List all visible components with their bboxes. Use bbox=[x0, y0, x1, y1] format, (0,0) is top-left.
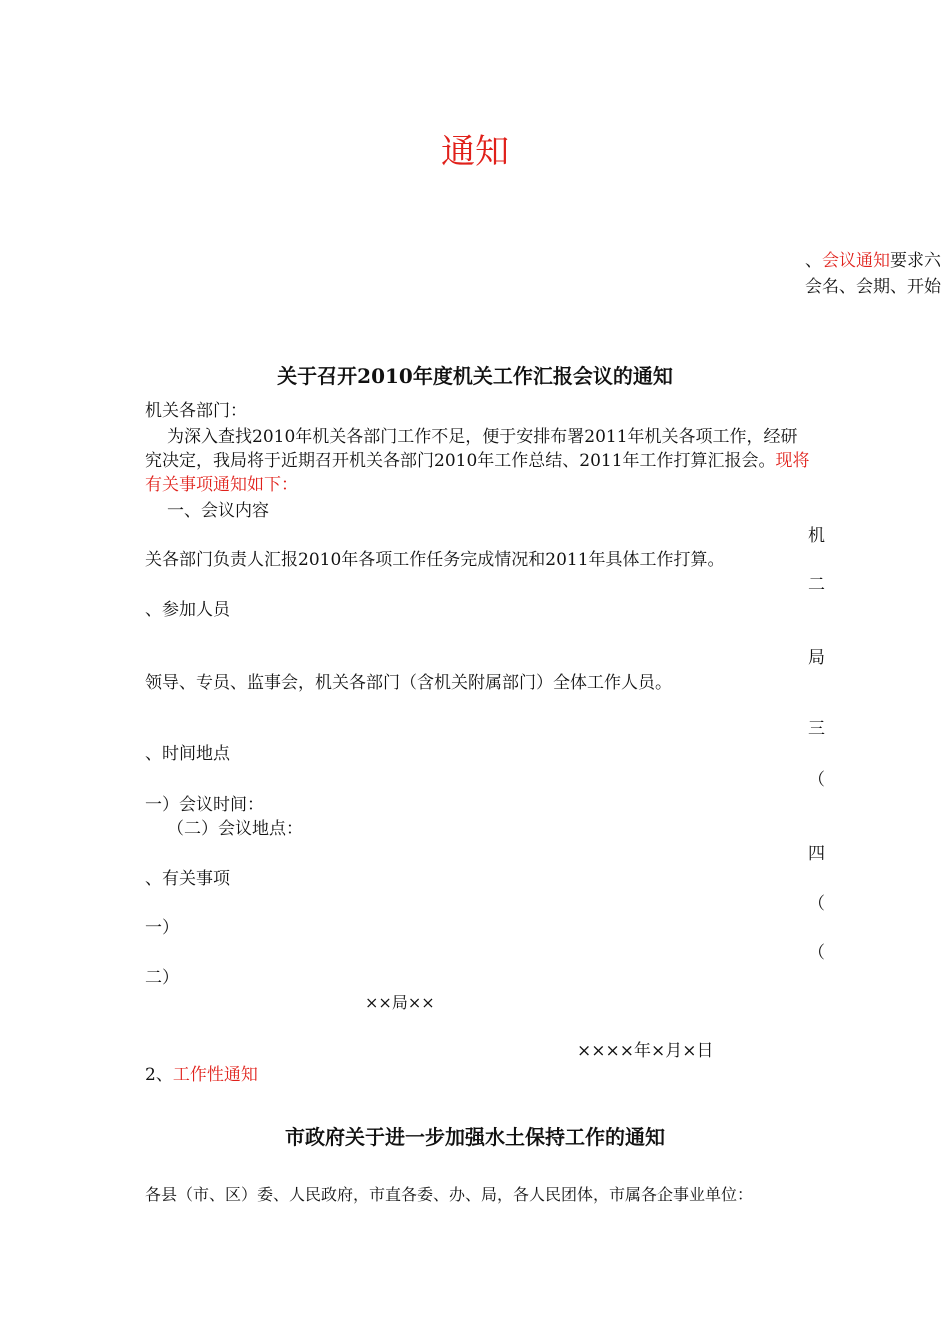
sec4-item-1: 一） bbox=[145, 918, 179, 938]
section2-label-line bbox=[145, 1067, 258, 1084]
sec2-margin-char-2: 局 bbox=[808, 648, 825, 668]
notice1-salutation: 机关各部门： bbox=[145, 401, 247, 421]
sec2-title: 、参加人员 bbox=[145, 600, 230, 620]
notice2-salutation: 各县（市、区）委、人民政府，市直各委、办、局，各人民团体，市属各企事业单位： bbox=[145, 1185, 754, 1204]
date: ××××年×月×日 bbox=[577, 1041, 714, 1061]
sec1-margin-char: 机 bbox=[808, 526, 825, 546]
notice1-body-red: 现将有关事项通知如下： bbox=[145, 451, 810, 495]
sec3-margin-char-2: （ bbox=[808, 770, 825, 790]
sec1-title: 一、会议内容 bbox=[167, 501, 269, 521]
sec3-item-1: 一）会议时间： bbox=[145, 795, 264, 815]
notice2-heading: 市政府关于进一步加强水土保持工作的通知 bbox=[285, 1125, 665, 1149]
sec1-text: 关各部门负责人汇报2010年各项工作任务完成情况和2011年具体工作打算。 bbox=[145, 550, 725, 570]
section2-label: 工作性通知 bbox=[172, 1065, 258, 1085]
section2-prefix: 2、 bbox=[145, 1065, 173, 1085]
notice1-body-text: 为深入查找2010年机关各部门工作不足，便于安排布署2011年机关各项工作，经研究决定，我局将于近期召开机关各部门2010年工作总结、2011年工作打算汇报会。 bbox=[145, 427, 798, 471]
document-title: 通知 bbox=[441, 132, 509, 172]
sec4-margin-char: 四 bbox=[808, 844, 825, 864]
signature: ××局×× bbox=[365, 993, 435, 1012]
side-note-suffix: 要求六 bbox=[890, 251, 941, 271]
notice1-heading: 关于召开2010年度机关工作汇报会议的通知 bbox=[277, 364, 673, 388]
side-note-red-text: 会议通知 bbox=[822, 251, 890, 271]
side-note-prefix: 、 bbox=[805, 251, 822, 271]
sec2-text: 领导、专员、监事会，机关各部门（含机关附属部门）全体工作人员。 bbox=[145, 673, 672, 693]
sec4-margin-char-3: （ bbox=[808, 943, 825, 963]
sec4-title: 、有关事项 bbox=[145, 869, 230, 889]
side-note-line-2: 会名、会期、开始 bbox=[805, 277, 941, 297]
side-note-line-1 bbox=[805, 253, 941, 270]
sec3-title: 、时间地点 bbox=[145, 744, 230, 764]
sec4-item-2: 二） bbox=[145, 968, 179, 988]
sec2-margin-char: 二 bbox=[808, 575, 825, 595]
sec3-item-2: （二）会议地点： bbox=[167, 819, 303, 839]
sec3-margin-char: 三 bbox=[808, 719, 825, 739]
sec4-margin-char-2: （ bbox=[808, 894, 825, 914]
notice1-body bbox=[145, 425, 810, 497]
